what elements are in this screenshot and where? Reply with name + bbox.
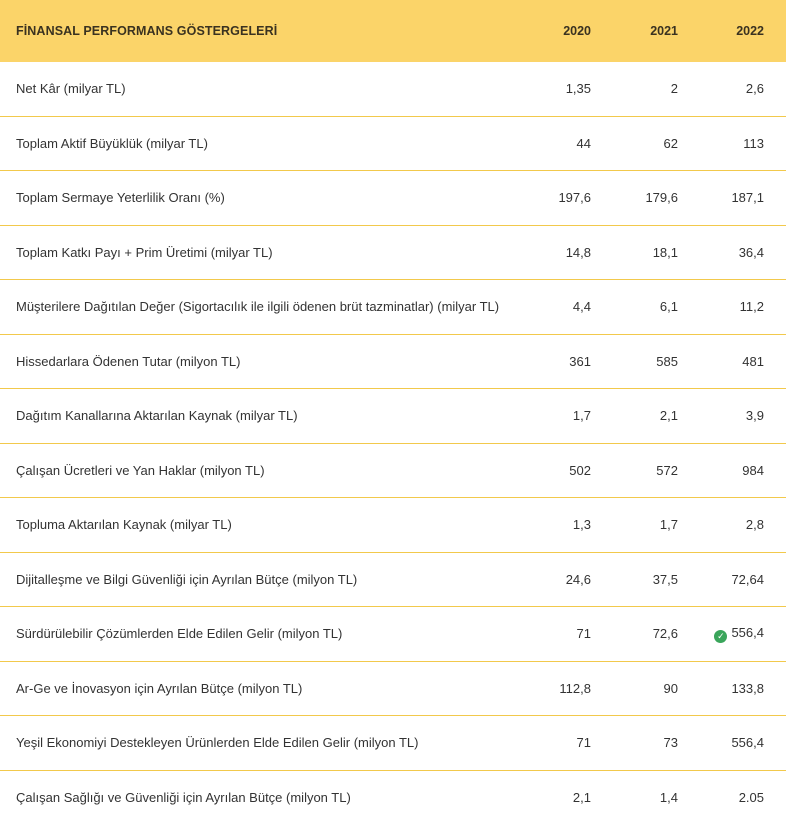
value-2020: 1,35 bbox=[521, 62, 591, 116]
row-label: Müşterilere Dağıtılan Değer (Sigortacılık ile ilgili ödenen brüt tazminatlar) (milyar TL) bbox=[0, 280, 521, 335]
value-2022-verified bbox=[678, 607, 786, 662]
value-2021: 572 bbox=[591, 443, 678, 498]
value-2022: 3,9 bbox=[678, 389, 786, 444]
row-label: Toplam Aktif Büyüklük (milyar TL) bbox=[0, 116, 521, 171]
value-2021: 18,1 bbox=[591, 225, 678, 280]
row-label: Hissedarlara Ödenen Tutar (milyon TL) bbox=[0, 334, 521, 389]
value-2020: 502 bbox=[521, 443, 591, 498]
row-label: Çalışan Sağlığı ve Güvenliği için Ayrılan Bütçe (milyon TL) bbox=[16, 789, 351, 805]
value-2022: 481 bbox=[678, 334, 786, 389]
value-2022: 133,8 bbox=[678, 661, 786, 716]
row-label: Dağıtım Kanallarına Aktarılan Kaynak (milyar TL) bbox=[0, 389, 521, 444]
row-label: Çalışan Ücretleri ve Yan Haklar (milyon TL) bbox=[0, 443, 521, 498]
value-2020: 2,1 bbox=[572, 789, 591, 805]
value-2021: 73 bbox=[591, 716, 678, 771]
row-label: Yeşil Ekonomiyi Destekleyen Ürünlerden Elde Edilen Gelir (milyon TL) bbox=[0, 716, 521, 771]
table-row bbox=[0, 171, 786, 226]
row-label: Toplam Sermaye Yeterlilik Oranı (%) bbox=[0, 171, 521, 226]
value-2020: 1,3 bbox=[521, 498, 591, 553]
value-2021: 72,6 bbox=[591, 607, 678, 662]
row-label: Net Kâr (milyar TL) bbox=[0, 62, 521, 116]
value-2021: 1,4 bbox=[659, 789, 678, 805]
row-label: Dijitalleşme ve Bilgi Güvenliği için Ayrılan Bütçe (milyon TL) bbox=[0, 552, 521, 607]
value-2022: 2.05 bbox=[738, 789, 764, 805]
table-row bbox=[0, 716, 786, 771]
year-header-2022: 2022 bbox=[678, 0, 786, 62]
value-2020: 24,6 bbox=[521, 552, 591, 607]
value-2021: 2 bbox=[591, 62, 678, 116]
value-2021: 2,1 bbox=[591, 389, 678, 444]
value-2021: 37,5 bbox=[591, 552, 678, 607]
table-row bbox=[0, 116, 786, 171]
value-2020: 112,8 bbox=[521, 661, 591, 716]
value-2021: 179,6 bbox=[591, 171, 678, 226]
value-2022: 2,8 bbox=[678, 498, 786, 553]
table-row bbox=[0, 62, 786, 116]
row-label: Topluma Aktarılan Kaynak (milyar TL) bbox=[0, 498, 521, 553]
table-row bbox=[0, 443, 786, 498]
row-label: Toplam Katkı Payı + Prim Üretimi (milyar TL) bbox=[0, 225, 521, 280]
value-2021: 1,7 bbox=[591, 498, 678, 553]
table-row bbox=[0, 607, 786, 662]
table-row bbox=[0, 498, 786, 553]
table-row bbox=[0, 280, 786, 335]
value-2021: 90 bbox=[591, 661, 678, 716]
value-2022: 113 bbox=[678, 116, 786, 171]
value-2020: 14,8 bbox=[521, 225, 591, 280]
year-header-2020: 2020 bbox=[521, 0, 591, 62]
row-label: Sürdürülebilir Çözümlerden Elde Edilen Gelir (milyon TL) bbox=[0, 607, 521, 662]
table-header bbox=[0, 0, 786, 62]
header-row bbox=[0, 0, 786, 62]
table-row bbox=[0, 770, 786, 824]
table-row bbox=[0, 552, 786, 607]
value-2022: 187,1 bbox=[678, 171, 786, 226]
value-2020: 1,7 bbox=[521, 389, 591, 444]
value-2021: 62 bbox=[591, 116, 678, 171]
value-2022: 2,6 bbox=[678, 62, 786, 116]
table-row bbox=[0, 389, 786, 444]
value-2022: 556,4 bbox=[731, 624, 764, 640]
table-row bbox=[0, 661, 786, 716]
check-circle-icon: ✓ bbox=[714, 630, 727, 643]
table-body bbox=[0, 62, 786, 824]
value-2020: 71 bbox=[521, 607, 591, 662]
value-2020: 4,4 bbox=[521, 280, 591, 335]
value-2021: 6,1 bbox=[591, 280, 678, 335]
table-row bbox=[0, 225, 786, 280]
value-2020: 197,6 bbox=[521, 171, 591, 226]
value-2022: 36,4 bbox=[678, 225, 786, 280]
value-2022: 72,64 bbox=[678, 552, 786, 607]
row-label: Ar-Ge ve İnovasyon için Ayrılan Bütçe (milyon TL) bbox=[0, 661, 521, 716]
value-2022: 556,4 bbox=[678, 716, 786, 771]
value-2022: 11,2 bbox=[678, 280, 786, 335]
value-2021: 585 bbox=[591, 334, 678, 389]
table-row bbox=[0, 334, 786, 389]
value-2020: 361 bbox=[521, 334, 591, 389]
value-2022: 984 bbox=[678, 443, 786, 498]
table-title: FİNANSAL PERFORMANS GÖSTERGELERİ bbox=[0, 0, 521, 62]
value-2020: 44 bbox=[521, 116, 591, 171]
value-2020: 71 bbox=[521, 716, 591, 771]
year-header-2021: 2021 bbox=[591, 0, 678, 62]
